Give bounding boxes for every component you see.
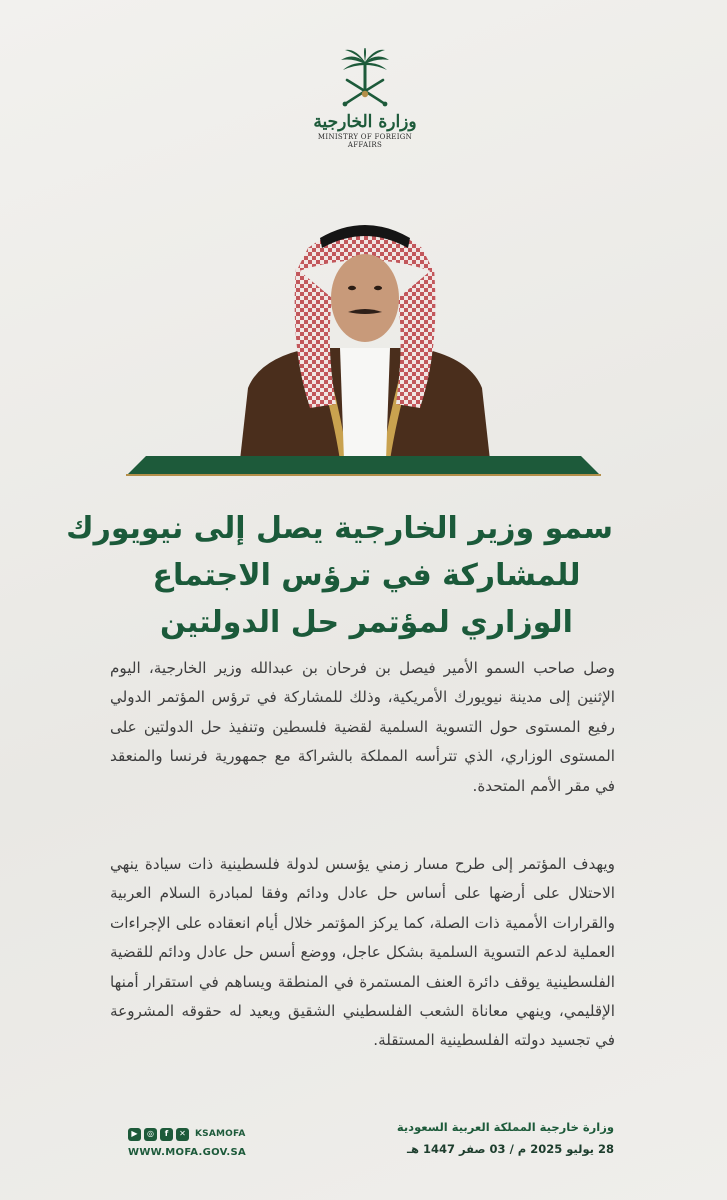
logo-english-name: MINISTRY OF FOREIGN AFFAIRS — [317, 133, 413, 149]
minister-portrait — [240, 208, 490, 460]
instagram-icon[interactable]: ◎ — [144, 1128, 157, 1141]
youtube-icon[interactable]: ▶ — [128, 1128, 141, 1141]
footer-contact — [128, 1126, 268, 1158]
publish-date: 28 يوليو 2025 م / 03 صفر 1447 هـ — [407, 1142, 614, 1156]
headline — [66, 505, 613, 646]
emblem-icon — [335, 48, 395, 110]
headline-line-3: الوزاري لمؤتمر حل الدولتين — [160, 605, 573, 640]
body-paragraph-1: وصل صاحب السمو الأمير فيصل بن فرحان بن عبدالله وزير الخارجية، اليوم الإثنين إلى مدينة نيويورك الأمريكية، وذلك للمشاركة في ترؤس المؤتمر الدولي رفيع المستوى حول التسوية السلمية لقضية فلسطين وتنفيذ حل الدولتين على المستوى الوزاري، الذي تترأسه المملكة بالشراكة مع جمهورية فرنسا والمنعقد في مقر الأمم المتحدة. — [110, 659, 615, 795]
header-divider-band — [126, 456, 601, 476]
ministry-logo — [300, 48, 430, 176]
headline-line-2: للمشاركة في ترؤس الاجتماع — [152, 558, 581, 593]
social-links — [128, 1126, 268, 1142]
logo-arabic-name: وزارة الخارجية — [313, 112, 417, 132]
body-paragraph-2: ويهدف المؤتمر إلى طرح مسار زمني يؤسس لدولة فلسطينية ذات سيادة ينهي الاحتلال على أرضها على أساس حل عادل ودائم وفقا لمبادرة السلام العربية والقرارات الأممية ذات الصلة، كما يركز المؤتمر خلال أيام انعقاده على الإجراءات العملية لدعم التسوية السلمية بشكل عاجل، ووضع أسس حل عادل ودائم للقضية الفلسطينية يوقف دائرة العنف المستمرة في المنطقة ويساهم في استقرار أمنها الإقليمي، وينهي معاناة الشعب الفلسطيني الشقيق ويعيد له حقوقه المشروعة في تجسيد دولته الفلسطينية المستقلة. — [110, 855, 615, 1050]
organization-name: وزارة خارجية المملكة العربية السعودية — [396, 1120, 614, 1134]
social-handle[interactable]: KSAMOFA — [195, 1129, 246, 1139]
x-icon[interactable]: ✕ — [176, 1128, 189, 1141]
footer-attribution — [374, 1120, 614, 1156]
headline-line-1: سمو وزير الخارجية يصل إلى نيويورك — [66, 511, 613, 546]
facebook-icon[interactable]: f — [160, 1128, 173, 1141]
website-link[interactable]: WWW.MOFA.GOV.SA — [128, 1147, 247, 1158]
